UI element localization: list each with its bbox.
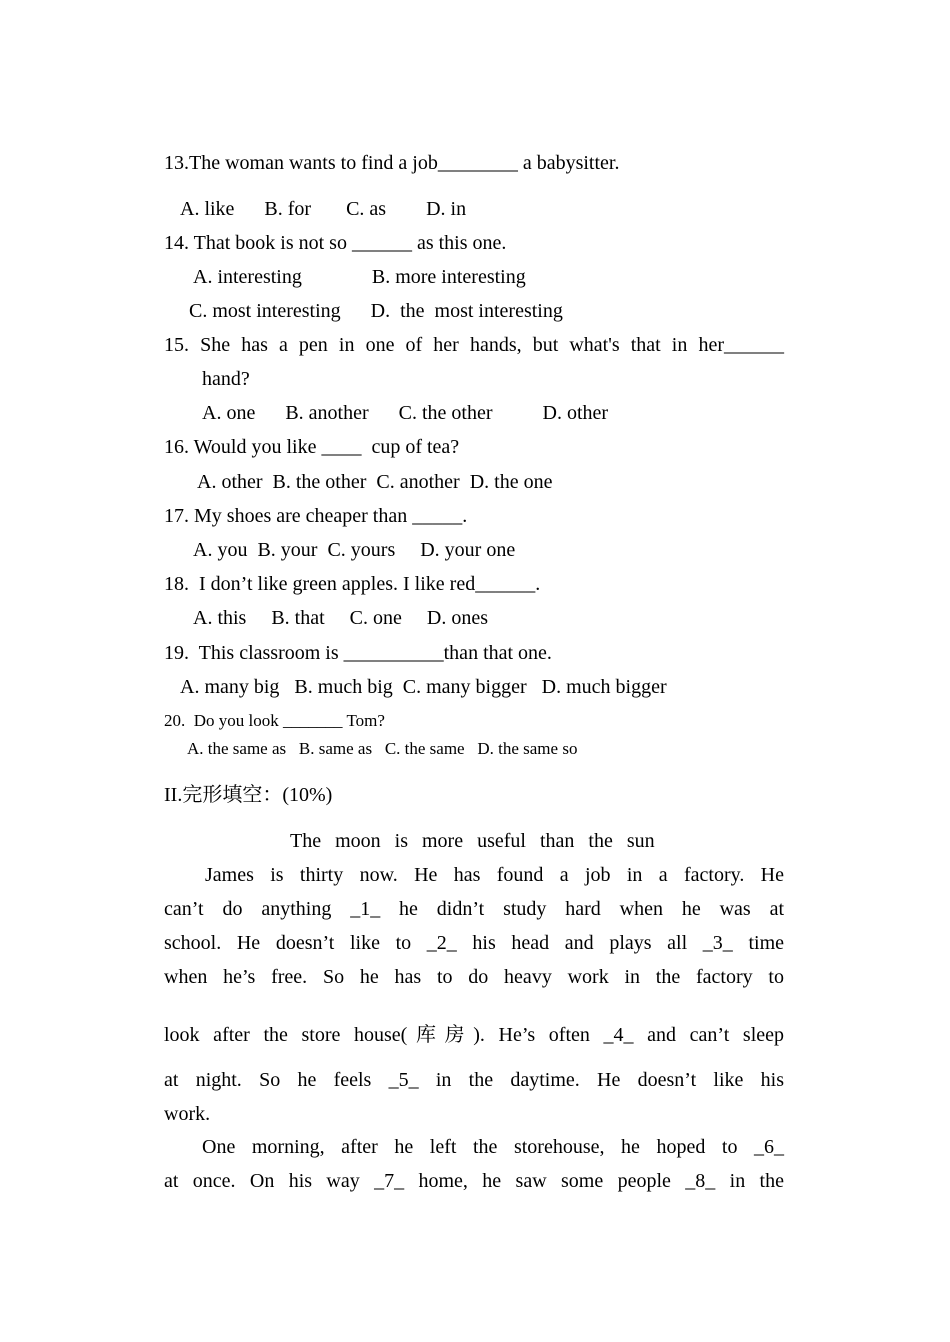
question-16-options: A. other B. the other C. another D. the one (197, 471, 553, 493)
passage-title: The moon is more useful than the sun (290, 830, 655, 852)
question-20-stem: 20. Do you look _______ Tom? (164, 711, 385, 730)
question-17-options: A. you B. your C. yours D. your one (193, 539, 516, 561)
passage-line-1: James is thirty now. He has found a job in a factory. He (205, 864, 784, 886)
question-14-options-row2: C. most interesting D. the most interesting (189, 300, 563, 322)
question-15-stem: 15. She has a pen in one of her hands, but what's that in her______ (164, 334, 784, 356)
passage-line-3: school. He doesn’t like to _2_ his head and plays all _3_ time (164, 932, 784, 954)
question-16-stem: 16. Would you like ____ cup of tea? (164, 436, 460, 458)
question-13-options: A. like B. for C. as D. in (180, 198, 467, 220)
question-13-stem: 13.The woman wants to find a job________ a babysitter. (164, 152, 620, 174)
passage-line-9: at once. On his way _7_ home, he saw some people _8_ in the (164, 1170, 784, 1192)
passage-line-8: One morning, after he left the storehouse, he hoped to _6_ (202, 1136, 784, 1158)
question-18-stem: 18. I don’t like green apples. I like red______. (164, 573, 541, 595)
question-19-stem: 19. This classroom is __________than that one. (164, 642, 552, 664)
question-20-options: A. the same as B. same as C. the same D. the same so (187, 739, 578, 758)
passage-line-7: work. (164, 1103, 211, 1125)
question-14-stem: 14. That book is not so ______ as this one. (164, 232, 507, 254)
passage-line-6: at night. So he feels _5_ in the daytime. He doesn’t like his (164, 1069, 784, 1091)
question-15-stem-continued: hand? (202, 368, 250, 390)
section-2-heading: II.完形填空：(10%) (164, 784, 333, 806)
passage-line-5: look after the store house(库房). He’s often _4_ and can’t sleep (164, 1024, 784, 1046)
passage-line-2: can’t do anything _1_ he didn’t study hard when he was at (164, 898, 784, 920)
question-14-options-row1: A. interesting B. more interesting (193, 266, 526, 288)
question-19-options: A. many big B. much big C. many bigger D. much bigger (180, 676, 667, 698)
question-17-stem: 17. My shoes are cheaper than _____. (164, 505, 468, 527)
question-18-options: A. this B. that C. one D. ones (193, 607, 488, 629)
passage-line-4: when he’s free. So he has to do heavy work in the factory to (164, 966, 784, 988)
question-15-options: A. one B. another C. the other D. other (202, 402, 609, 424)
